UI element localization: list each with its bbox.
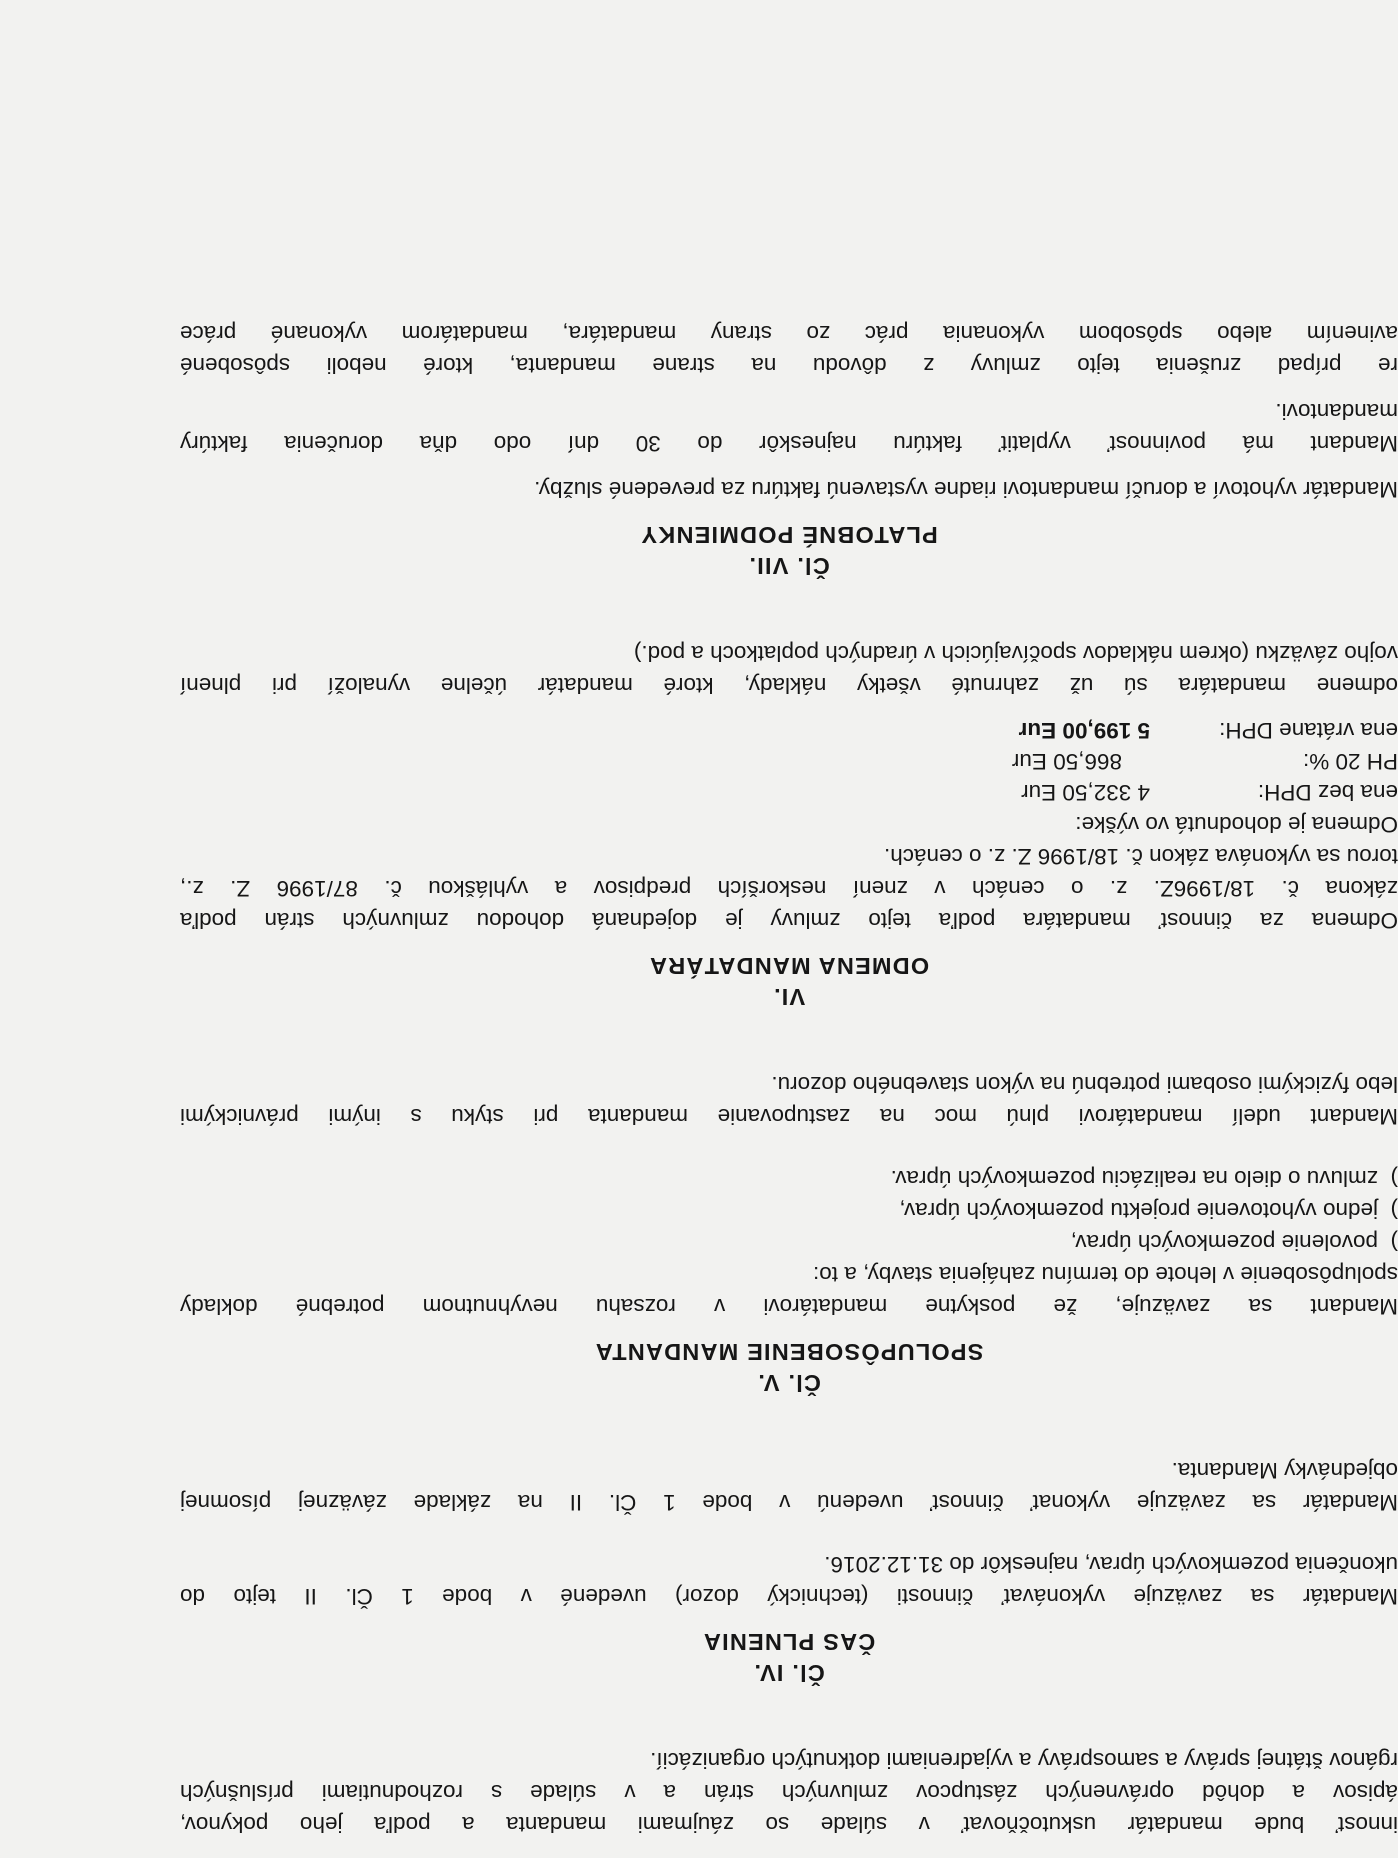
text-line: lebo fyzickými osobami potrebnú na výkon stavebného dozoru. [771,1072,1398,1097]
section-subtitle: ODMENA MANDATÁRA [648,953,930,979]
text-line: vojho záväzku (okrem nákladov spočívajúcich v úradných poplatkoch a pod.) [633,641,1398,666]
document-body [180,317,1398,1840]
text-line: ukončenia pozemkových úprav, najneskôr do 31.12.2016. [824,1552,1398,1577]
text-line: Mandant má povinnosť vyplatiť faktúru najneskôr do 30 dní odo dňa doručenia faktúry [180,431,1398,456]
list-item: ) jedno vyhotovenie projektu pozemkových úprav, [899,1198,1398,1223]
text-line: torou sa vykonáva zákon č. 18/1996 Z. z. o cenách. [883,844,1398,869]
text-line: odmene mandatára sú už zahrnuté všetky náklady, ktoré mandatár účelne vynaloží pri plnení [180,673,1398,698]
text-line: ápisov a dohôd oprávnených zástupcov zmluvných strán a v súlade s rozhodnutiami príslušných [180,1780,1398,1805]
text-line: objednávky Mandanta. [1171,1458,1398,1483]
list-marker: ) [1390,1166,1398,1191]
section-vii [180,317,1398,581]
section-v [180,1068,1398,1398]
text-line: Mandatár sa zaväzuje vykonať činnosť uvedenú v bode 1 Čl. II na základe záväznej písomnej [180,1490,1398,1515]
section-iv [180,1454,1398,1688]
section-title: VI. [772,984,806,1010]
section-subtitle: ČAS PLNENIA [702,1629,876,1655]
top-partial-paragraph [180,1744,1398,1840]
list-item: ) povolenie pozemkových úprav, [1070,1230,1398,1255]
price-value-total: 5 199,00 Eur [1018,718,1150,743]
section-title: Čl. IV. [753,1660,825,1686]
section-subtitle: SPOLUPÔSOBENIE MANDANTA [594,1339,984,1365]
list-item: ) zmluvu o dielo na realizáciu pozemkových úprav. [890,1166,1398,1191]
text-line: Mandant sa zaväzuje, že poskytne mandatárovi v rozsahu nevyhnutnom potrebné doklady [180,1294,1398,1319]
text-line: Mandatár vyhotoví a doručí mandantovi riadne vystavenú faktúru za prevedené služby. [534,477,1398,502]
price-label: ena bez DPH: [1257,780,1398,805]
list-marker: ) [1390,1230,1398,1255]
text-line: zákona č. 18/1996Z. z. o cenách v znení neskorších predpisov a vyhláškou č. 87/1996 Z. z., [180,876,1398,901]
section-title: Čl. VII. [748,553,830,579]
section-title: Čl. V. [757,1370,821,1396]
price-value: 866,50 Eur [1011,749,1122,774]
text-line: Odmena je dohodnutá vo výške: [1075,812,1398,837]
price-row [180,777,1398,808]
text-line: mandantovi. [1275,399,1398,424]
text-line: rgánov štátnej správy a samosprávy a vyjadreniami dotknutých organizácií. [650,1748,1398,1773]
price-label: PH 20 %: [1302,749,1398,774]
price-label: ena vrátane DPH: [1219,718,1398,743]
text-line: Mandatár sa zaväzuje vykonávať činnosti (technický dozor) uvedené v bode 1 Čl. II tejto do [180,1584,1398,1609]
text-line: spolupôsobenie v lehote do termínu zahájenia stavby, a to: [813,1262,1398,1287]
price-value: 4 332,50 Eur [1021,780,1150,805]
text-line: Odmena za činnosť mandatára podľa tejto zmluvy je dojednaná dohodou zmluvných strán podľa [180,908,1398,933]
price-row-total [180,715,1398,746]
price-row [180,746,1398,777]
section-subtitle: PLATOBNÉ PODMIENKY [640,522,938,548]
text-line: avinením alebo spôsobom vykonania prác zo strany mandatára, mandatárom vykonané práce [180,321,1398,346]
text-line: innosť bude mandatár uskutočňovať v súlade so záujmami mandanta a podľa jeho pokynov, [180,1812,1398,1837]
section-vi [180,637,1398,1012]
list-marker: ) [1390,1198,1398,1223]
text-line: re prípad zrušenia tejto zmluvy z dôvodu na strane mandanta, ktoré neboli spôsobené [180,353,1398,378]
text-line: Mandant udelí mandatárovi plnú moc na zastupovanie mandanta pri styku s inými právnickými [180,1104,1398,1129]
